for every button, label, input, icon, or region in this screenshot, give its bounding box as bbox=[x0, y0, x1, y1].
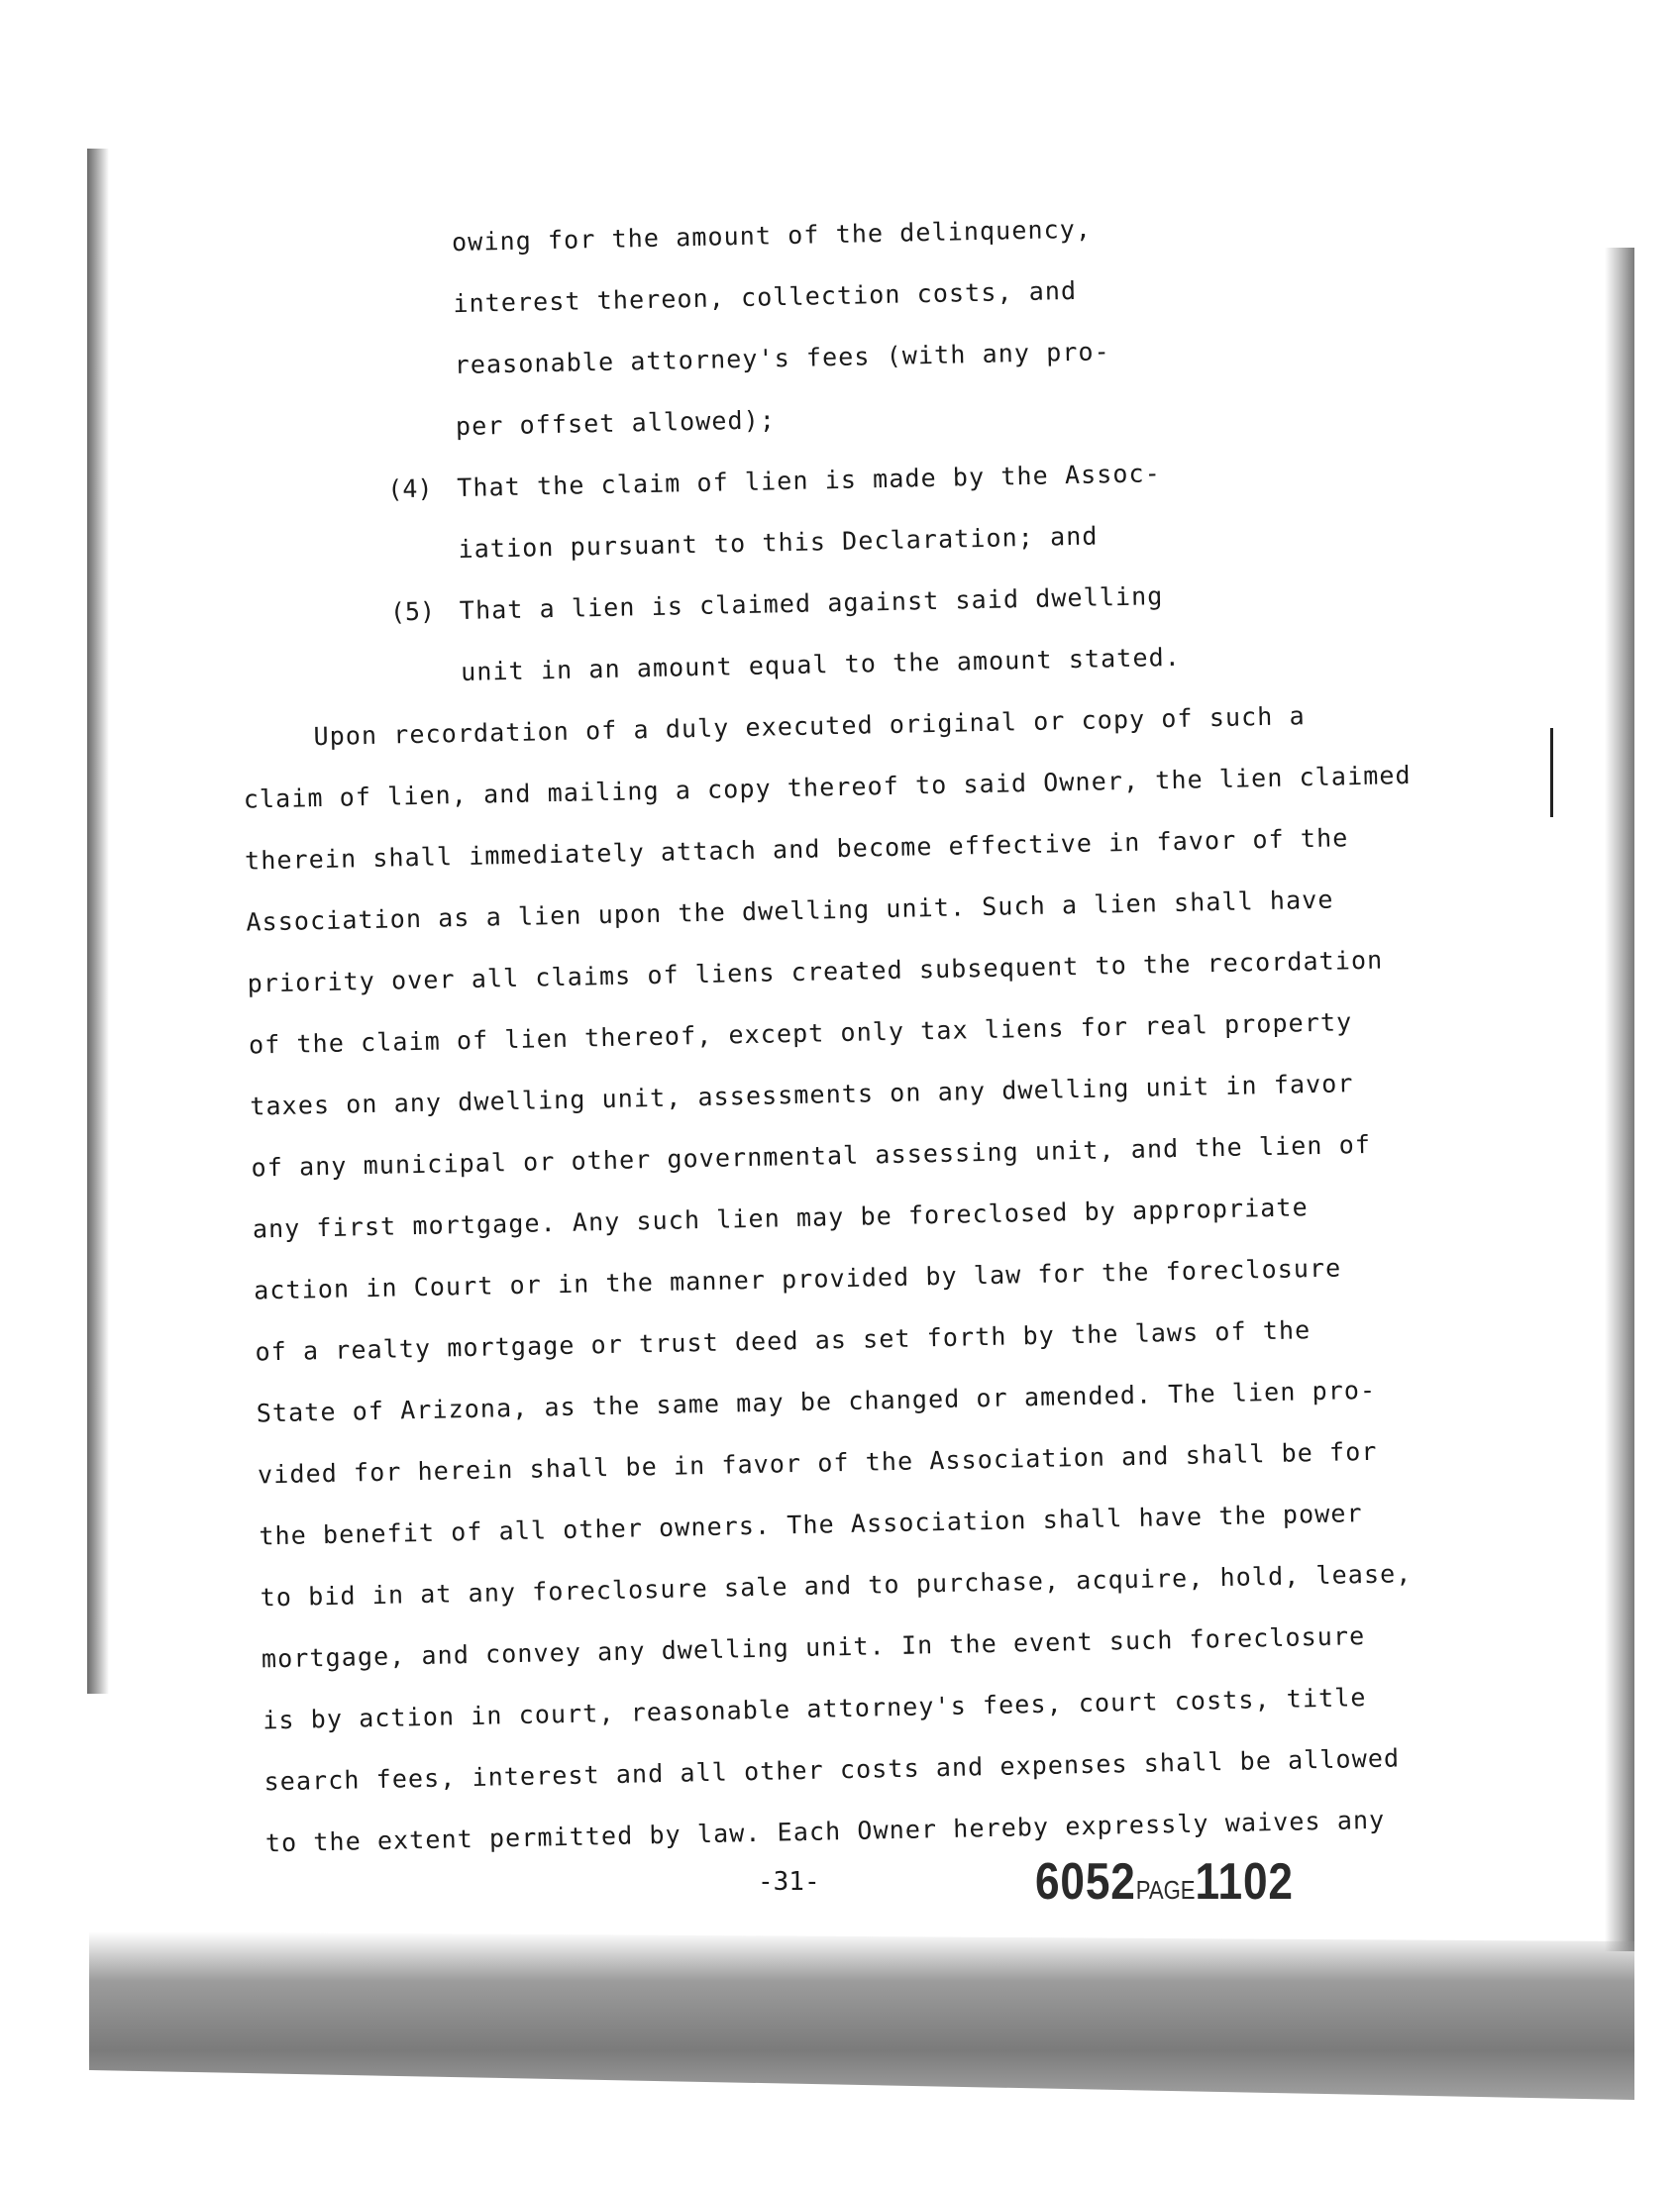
text-line: action in Court or in the manner provided by law for the foreclosure bbox=[253, 1253, 1342, 1305]
text-line: iation pursuant to this Declaration; and bbox=[458, 521, 1099, 565]
text-line: That a lien is claimed against said dwelling bbox=[459, 581, 1164, 625]
text-line: therein shall immediately attach and become effective in favor of the bbox=[244, 823, 1349, 876]
text-line: of any municipal or other governmental assessing unit, and the lien of bbox=[251, 1129, 1372, 1183]
text-line: search fees, interest and all other costs and expenses shall be allowed bbox=[263, 1743, 1401, 1797]
scan-edge-bottom bbox=[89, 1931, 1634, 2130]
text-line: taxes on any dwelling unit, assessments on any dwelling unit in favor bbox=[250, 1069, 1354, 1121]
text-line: State of Arizona, as the same may be changed or amended. The lien pro- bbox=[256, 1375, 1377, 1428]
text-line: of a realty mortgage or trust deed as set forth by the laws of the bbox=[255, 1315, 1312, 1367]
text-line: Association as a lien upon the dwelling unit. Such a lien shall have bbox=[246, 885, 1334, 937]
text-line: vided for herein shall be in favor of the Association and shall be for bbox=[257, 1436, 1378, 1490]
text-line: reasonable attorney's fees (with any pro- bbox=[454, 337, 1111, 380]
stamp-page: 1102 bbox=[1195, 1853, 1294, 1911]
text-line: any first mortgage. Any such lien may be foreclosed by appropriate bbox=[252, 1193, 1309, 1244]
item-number: (5) bbox=[389, 596, 436, 627]
item-number: (4) bbox=[386, 473, 433, 504]
text-line: claim of lien, and mailing a copy thereof to said Owner, the lien claimed bbox=[243, 760, 1412, 814]
text-line: interest thereon, collection costs, and bbox=[453, 275, 1078, 319]
text-line: mortgage, and convey any dwelling unit. In the event such foreclosure bbox=[261, 1621, 1366, 1674]
page-number: -31- bbox=[758, 1867, 820, 1897]
stamp-mid: PAGE bbox=[1135, 1875, 1196, 1905]
text-line: the benefit of all other owners. The Association shall have the power bbox=[259, 1499, 1363, 1551]
text-line: Upon recordation of a duly executed original or copy of such a bbox=[313, 701, 1306, 752]
text-line: to bid in at any foreclosure sale and to purchase, acquire, hold, lease, bbox=[260, 1559, 1413, 1613]
text-line: owing for the amount of the delinquency, bbox=[451, 214, 1093, 258]
text-line: of the claim of lien thereof, except only tax liens for real property bbox=[248, 1007, 1353, 1060]
text-line: to the extent permitted by law. Each Owner hereby expressly waives any bbox=[264, 1805, 1386, 1858]
text-line: is by action in court, reasonable attorney's fees, court costs, title bbox=[262, 1683, 1367, 1735]
text-line: per offset allowed); bbox=[455, 405, 777, 442]
text-line: priority over all claims of liens created subsequent to the recordation bbox=[247, 945, 1384, 998]
stamp-book: 6052 bbox=[1035, 1853, 1136, 1911]
text-line: unit in an amount equal to the amount stated. bbox=[460, 642, 1182, 686]
text-line: That the claim of lien is made by the Assoc- bbox=[456, 459, 1162, 503]
recording-stamp bbox=[1035, 1852, 1294, 1912]
